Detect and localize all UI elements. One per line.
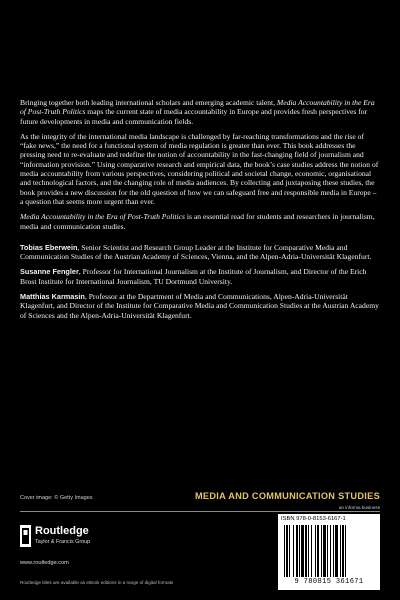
p3-text: is an essential read for students and researchers in journalism, media and communication studies.	[20, 212, 375, 231]
routledge-logo-icon	[20, 525, 31, 547]
isbn-barcode	[278, 514, 380, 590]
divider	[20, 511, 380, 512]
author-bio	[20, 267, 380, 286]
blurb-paragraph-2: As the integrity of the international media landscape is challenged by far-reaching transformations and the rise of “fake news,” the need for a functional system of media regulation is greater than ever. This book addresses the pressing need to re-evaluate and redefine the notion of accountability in the fast-changing field of journalism and “information provision.” Using comparative research and empirical data, the book’s case studies address the notion of media accountability from various perspectives, considering political and societal change, economic, organisational and technological factors, and the changing role of media audiences. By collecting and juxtaposing these studies, the book provides a new discussion for the old question of how we can safeguard free and responsible media in Europe – a question that seems more urgent than ever.	[20, 131, 379, 206]
ebook-note: Routledge titles are available as eBook editions in a range of digital formats	[20, 580, 174, 585]
cover-image-credit: Cover image: © Getty Images	[20, 495, 93, 501]
blurb-paragraph-3	[20, 212, 380, 231]
author-description: , Professor at the Department of Media and Communications, Alpen-Adria-Universität Klagenfurt, and Director of the Institute for Comparative Media and Communication Studies at the Austrian Academy of Sciences and the Alpen-Adria-Universität Klagenfurt.	[20, 292, 379, 320]
informa-label: an informa business	[338, 505, 380, 510]
blurb-paragraph-1	[20, 98, 380, 126]
author-description: , Professor for International Journalism at the Institute of Journalism, and Director of the Erich Brost Institute for International Journalism, TU Dortmund University.	[20, 267, 367, 286]
author-name: Matthias Karmasin	[20, 292, 85, 302]
publisher-group: Taylor & Francis Group	[35, 539, 91, 545]
publisher-name: Routledge	[35, 525, 89, 537]
author-bio	[20, 243, 380, 262]
series-title: MEDIA AND COMMUNICATION STUDIES	[194, 491, 380, 501]
p1-text-end: maps the current state of media accountability in Europe and provides fresh perspectives for future developments in media and communication fields.	[20, 107, 368, 126]
author-name: Tobias Eberwein	[20, 242, 78, 252]
p1-book-title: Media Accountability in the Era of Post-Truth Politics	[20, 98, 375, 117]
author-description: , Senior Scientist and Research Group Leader at the Institute for Comparative Media and Communication Studies of the Austrian Academy of Sciences, Vienna, and the Alpen-Adria-Universität Klagenfurt.	[20, 242, 372, 262]
publisher-logo	[20, 525, 130, 555]
barcode-icon	[284, 525, 374, 577]
barcode-number: 9 780815 361671	[294, 578, 364, 586]
publisher-website[interactable]: www.routledge.com	[20, 560, 69, 566]
blurb-text	[20, 98, 380, 326]
isbn-text: ISBN 978-0-8153-6167-1	[281, 516, 346, 522]
p1-text: Bringing together both leading international scholars and emerging academic talent,	[20, 98, 277, 107]
author-bio	[20, 292, 380, 320]
p3-book-title: Media Accountability in the Era of Post-Truth Politics	[20, 212, 186, 222]
author-name: Susanne Fengler	[20, 267, 79, 277]
